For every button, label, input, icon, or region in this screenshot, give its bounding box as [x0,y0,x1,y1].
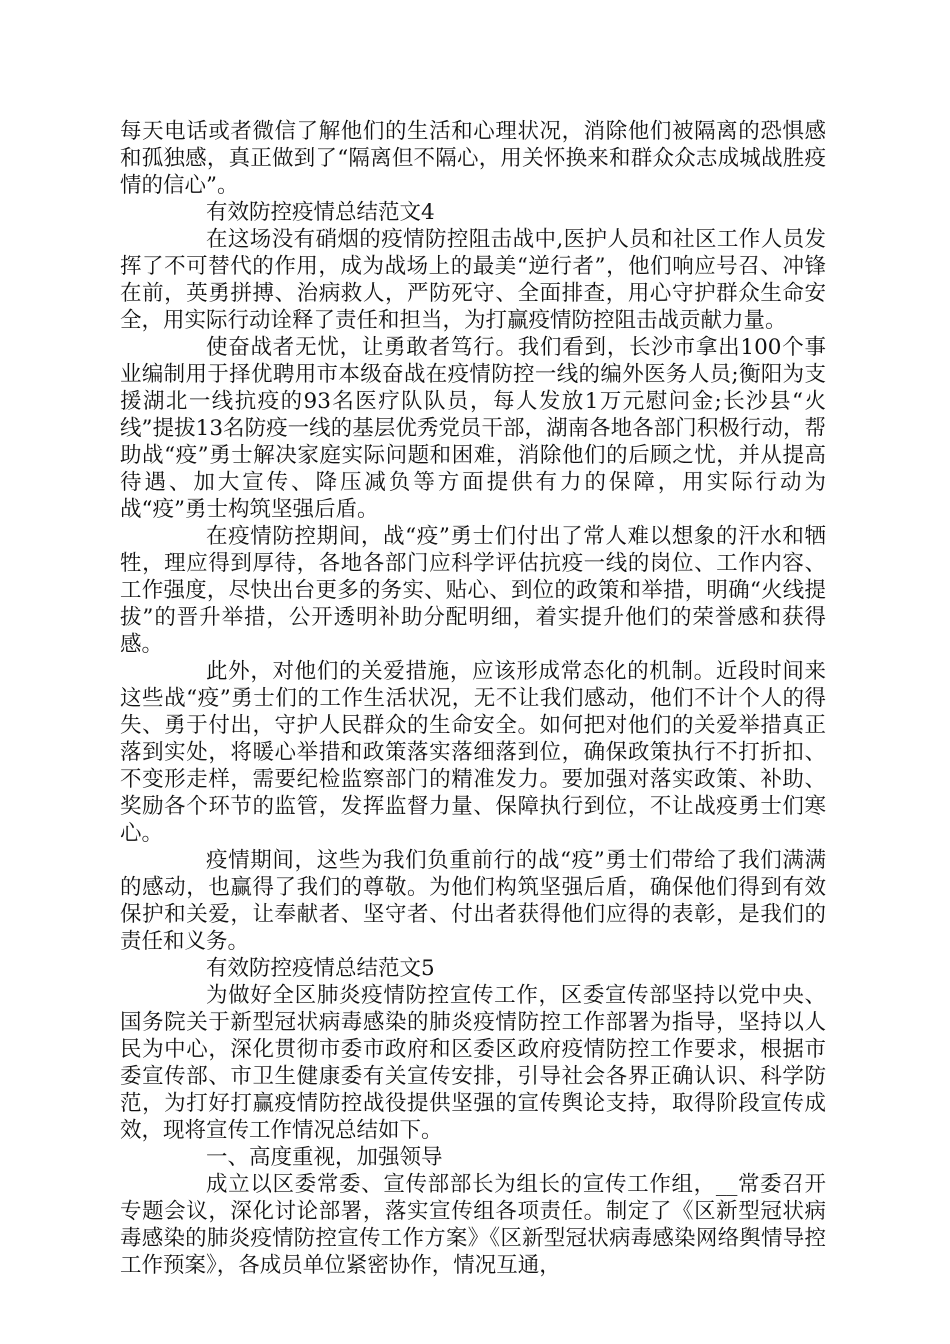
paragraph: 使奋战者无忧，让勇敢者笃行。我们看到，长沙市拿出100个事业编制用于择优聘用市本级奋战在疫情防控一线的编外医务人员;衡阳为支援湖北一线抗疫的93名医疗队队员，每人发放1万元慰问金;长沙县“火线”提拔13名防疫一线的基层优秀党员干部，湖南各地各部门积极行动，帮助战“疫”勇士解决家庭实际问题和困难，消除他们的后顾之忧，并从提高待遇、加大宣传、降压减负等方面提供有力的保障，用实际行动为战“疫”勇士构筑坚强后盾。 [120,335,826,522]
section-heading: 一、高度重视，加强领导 [206,1145,443,1170]
section-heading: 有效防控疫情总结范文4 [206,200,435,225]
paragraph: 在疫情防控期间，战“疫”勇士们付出了常人难以想象的汗水和牺牲，理应得到厚待，各地各部门应科学评估抗疫一线的岗位、工作内容、工作强度，尽快出台更多的务实、贴心、到位的政策和举措，明确“火线提拔”的晋升举措，公开透明补助分配明细，着实提升他们的荣誉感和获得感。 [120,524,826,657]
paragraph: 为做好全区肺炎疫情防控宣传工作，区委宣传部坚持以党中央、国务院关于新型冠状病毒感染的肺炎疫情防控工作部署为指导，坚持以人民为中心，深化贯彻市委市政府和区委区政府疫情防控工作要求，根据市委宣传部、市卫生健康委有关宣传安排，引导社会各界正确认识、科学防范，为打好打赢疫情防控战役提供坚强的宣传舆论支持，取得阶段宣传成效，现将宣传工作情况总结如下。 [120,983,826,1143]
paragraph: 每天电话或者微信了解他们的生活和心理状况，消除他们被隔离的恐惧感和孤独感，真正做到了“隔离但不隔心，用关怀换来和群众众志成城战胜疫情的信心”。 [120,119,826,198]
paragraph: 疫情期间，这些为我们负重前行的战“疫”勇士们带给了我们满满的感动，也赢得了我们的尊敬。为他们构筑坚强后盾，确保他们得到有效保护和关爱，让奉献者、坚守者、付出者获得他们应得的表彰，是我们的责任和义务。 [120,848,826,954]
paragraph: 成立以区委常委、宣传部部长为组长的宣传工作组，__常委召开专题会议，深化讨论部署，落实宣传组各项责任。制定了《区新型冠状病毒感染的肺炎疫情防控宣传工作方案》《区新型冠状病毒感染网络舆情导控工作预案》，各成员单位紧密协作，情况互通， [120,1172,826,1278]
paragraph: 此外，对他们的关爱措施，应该形成常态化的机制。近段时间来这些战“疫”勇士们的工作生活状况，无不让我们感动，他们不计个人的得失、勇于付出，守护人民群众的生命安全。如何把对他们的关爱举措真正落到实处，将暖心举措和政策落实落细落到位，确保政策执行不打折扣、不变形走样，需要纪检监察部门的精准发力。要加强对落实政策、补助、奖励各个环节的监管，发挥监督力量、保障执行到位，不让战疫勇士们寒心。 [120,659,826,846]
section-heading: 有效防控疫情总结范文5 [206,956,435,981]
document-body [120,118,826,1279]
paragraph: 在这场没有硝烟的疫情防控阻击战中,医护人员和社区工作人员发挥了不可替代的作用，成为战场上的最美“逆行者”，他们响应号召、冲锋在前，英勇拼搏、治病救人，严防死守、全面排查，用心守护群众生命安全，用实际行动诠释了责任和担当，为打赢疫情防控阻击战贡献力量。 [120,227,826,333]
